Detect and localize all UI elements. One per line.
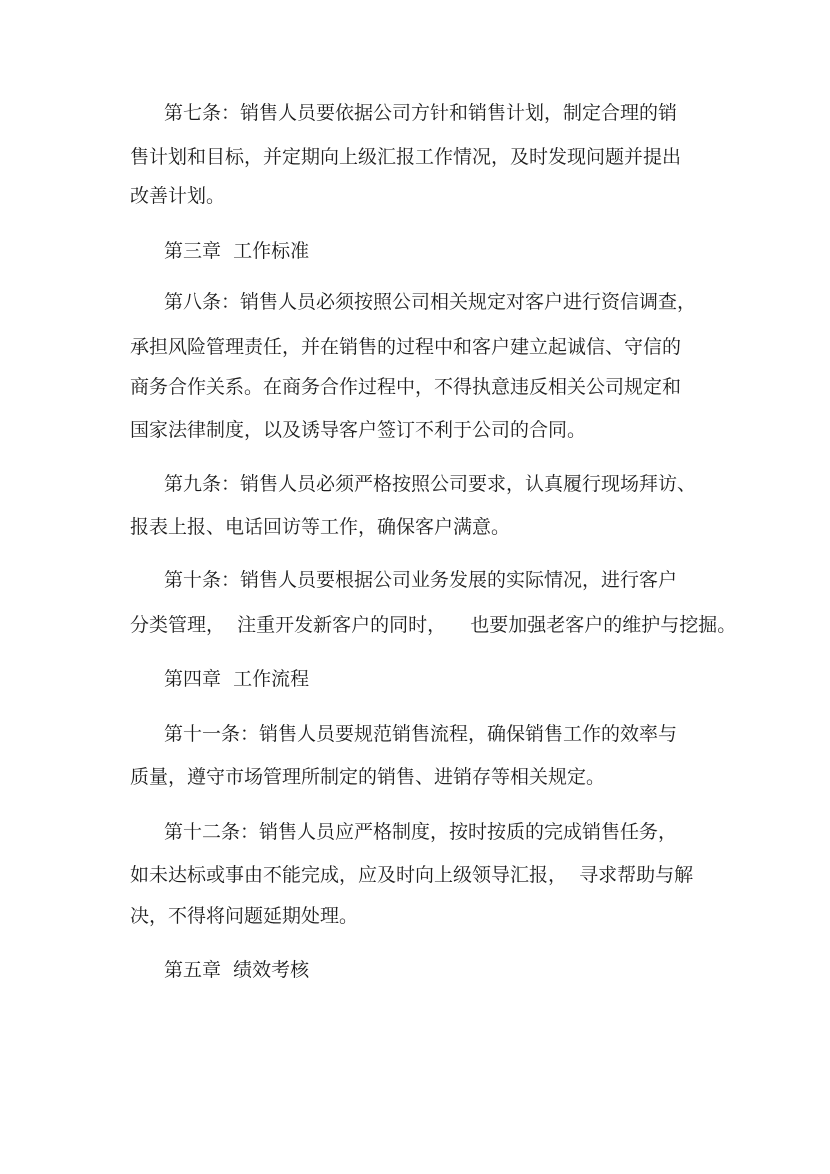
article-11-line-1: 第十一条：销售人员要规范销售流程，确保销售工作的效率与 <box>164 723 678 745</box>
chapter-5-heading: 第五章 绩效考核 <box>164 959 310 981</box>
article-8-line-3: 商务合作关系。在商务合作过程中，不得执意违反相关公司规定和 <box>130 376 682 398</box>
article-8-line-2: 承担风险管理责任，并在销售的过程中和客户建立起诚信、守信的 <box>130 336 682 358</box>
article-8-line-1: 第八条：销售人员必须按照公司相关规定对客户进行资信调查， <box>164 291 697 313</box>
article-10-line-1: 第十条：销售人员要根据公司业务发展的实际情况，进行客户 <box>164 569 678 591</box>
article-11-line-2: 质量，遵守市场管理所制定的销售、进销存等相关规定。 <box>130 766 606 788</box>
article-12-line-1: 第十二条：销售人员应严格制度，按时按质的完成销售任务， <box>164 821 678 843</box>
article-12-line-2: 如未达标或事由不能完成，应及时向上级领导汇报， 寻求帮助与解 <box>130 864 694 886</box>
article-7-line-1: 第七条：销售人员要依据公司方针和销售计划，制定合理的销 <box>164 102 678 124</box>
article-7-line-3: 改善计划。 <box>130 185 226 207</box>
article-8-line-4: 国家法律制度，以及诱导客户签订不利于公司的合同。 <box>130 419 587 441</box>
chapter-3-heading: 第三章 工作标准 <box>164 240 310 262</box>
article-9-line-1: 第九条：销售人员必须严格按照公司要求，认真履行现场拜访、 <box>164 473 697 495</box>
article-10-line-2: 分类管理， 注重开发新客户的同时， 也要加强老客户的维护与挖掘。 <box>130 614 737 636</box>
article-7-line-2: 售计划和目标，并定期向上级汇报工作情况，及时发现问题并提出 <box>130 146 682 168</box>
article-12-line-3: 决，不得将问题延期处理。 <box>130 905 359 927</box>
chapter-4-heading: 第四章 工作流程 <box>164 668 310 690</box>
article-9-line-2: 报表上报、电话回访等工作，确保客户满意。 <box>130 516 511 538</box>
